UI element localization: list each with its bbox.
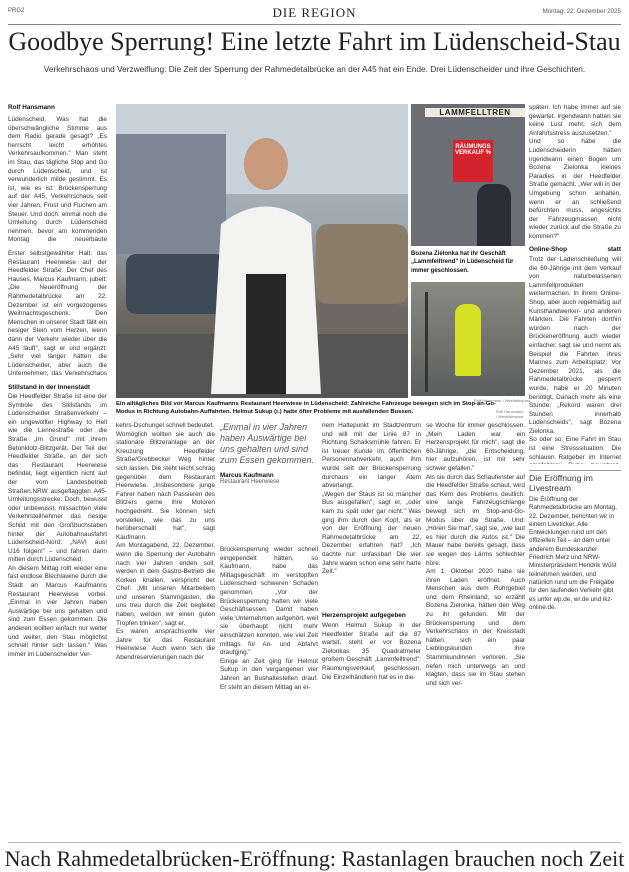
section-title: DIE REGION: [272, 5, 357, 20]
infobox-title: Die Eröffnung im Livestream: [529, 473, 593, 493]
bus-stop-post: [425, 292, 428, 392]
article-1-col1-subheading: Stillstand in der Innenstadt: [8, 384, 91, 391]
main-photo-credit: Rolf Hansmann / Westfalenpost: [496, 409, 524, 419]
article-1-col2: kehrs-Dschungel schnell bedeutet. Womöglich wollten sie auch die stationäre Blitzeranlage an der Kreuzung Heedfelder Straße/Grebbecker Weg hinter sich lassen. Die steht leicht schräg gegenüber dem Restaurant Heerwiese. „Insbesondere junge Fahrer haben nach Passieren des Blitzers gerne ihre Motoren hochgedreht. Sie können sich vorstellen, wie das zu uns herüberschallt hat", sagt Kaufmann. Am Montagabend, 22. Dezember, wenn die Sperrung der Autobahn nach vier Jahren enden soll, werden in dem Gastro-Betrieb die Korken knallen, verspricht der Chef. „Mit unseren Mitarbeitern und unseren Stammgästen, die uns treu durch die Zeit begleitet haben, werden wir einen guten Tropfen trinken", sagt er. Es waren ansprachsvolle vier Jahre für das Restaurant Heerwiese. Auch wenn sich die Abendreservierungen nach der: [116, 422, 215, 662]
article-divider: [8, 842, 621, 843]
quote-name: Marcus Kaufmann: [220, 472, 274, 479]
article-2-headline: Nach Rahmedetalbrücken-Eröffnung: Rastanlagen brauchen noch Zeit: [4, 846, 625, 871]
article-1-col3: Brückensperrung wieder schnell eingependelt hätten, so Kaufmann, habe das Mittagsgeschäft im verstopften Lüdenscheid schweren Schaden genommen. „Vor der Brückensperrung hatten wir viele Geschäftsessen. Damit haben viele Unternehmen aufgehört, weil sie überhaupt nicht mehr einschätzen konnten, wie viel Zeit mittags für An- und Abfahrt draufging." Einige an Zeit ging für Helmut Sukup in den vergangenen vier Jahren an Bushaltestellen drauf. Er steht an diesem Mittag an ei-: [220, 546, 318, 691]
person-yellow-jacket: [455, 304, 481, 376]
article-1-headline: Goodbye Sperrung! Eine letzte Fahrt im Lüdenscheid-Stau: [8, 27, 621, 56]
shop-owner-figure: [477, 184, 511, 246]
photo-restaurant-traffic: [116, 104, 408, 398]
article-1-col4-para2: Wenn Helmut Sukup in der Heedfelder Straße auf die 87 wartet, steht er vor Bozena Zielonkas 35 Quadratmeter großem Geschäft „Lammfelltrend": Räumungsverkauf, geschlossen. Die Einzelhändlerin hat es in die-: [322, 622, 421, 681]
quote-text: „Einmal in vier Jahren haben Auswärtige bei uns gehalten und sind zum Essen gekommen.: [220, 422, 315, 465]
shop-window-poster: RÄUMUNGS VERKAUF %: [453, 140, 493, 182]
photo-bus-stop: [411, 282, 525, 396]
article-1-col6-subheading: Online-Shop statt: [529, 246, 621, 253]
photo-shop-front: [411, 104, 525, 246]
shop-sign: LAMMFELLTREN: [425, 108, 525, 117]
quote-role: Restaurant Heerwiese: [220, 479, 280, 485]
header-rule: [8, 24, 621, 25]
article-1-col1-para3: Die Heedfelder Straße ist eine der Symbole des Stillstands im Lüdenscheider Straßenverkehr – ein ungewollter Highway to Hell wie die Lennestraße oder die Straße „Im Grund" mit ihrem Betonklotz-Blitzgerät. Der Teil der Heedfelder Straße, an der sich das Restaurant Heerwiese befindet, liegt eigentlich nicht auf der vom Landesbetrieb Straßen.NRW ausgeflaggten A45-Umleitungsstrecke. Doch, bewusst oder unbewusst, missachten viele Verkehrsteilnehmer das riesige Schild mit den Großbuchstaben hinter der Autobahnausfahrt Lüdenscheid-Nord: „NAVI aus! U16 folgen!" – und fahren dann mitten durch Lüdenscheid. An diesem Mittag rollt wieder eine fast endlose Blechlawine durch die Stadt an Marcus Kaufmanns Restaurant Heerwiese vorbei. „Einmal in vier Jahren haben Auswärtige bei uns gehalten und sind zum Essen gekommen. Die anderen wollten einfach nur weiter und weiter, den Stau möglichst schnell hinter sich lassen." Was immer im Lüdenscheider Ver-: [8, 393, 107, 658]
article-1-author: Rolf Hansmann: [8, 104, 55, 111]
bus-photo-credit: Rolf Hansmann / Westfalenpost: [473, 398, 530, 403]
main-photo-caption: Ein alltägliches Bild vor Marcus Kaufmanns Restaurant Heerwiese in Lüdenscheid: Zahlreiche Fahrzeuge bewegen sich im Stop-an-Go-Modus in Richtung Autobahn-Auffahrten. Helmut Sukup (r.) hatte öfter Probleme mit ausfallenden Bussen.: [116, 401, 496, 416]
page-id: PRG2: [8, 8, 25, 14]
article-1-col4: nem Haltepunkt im Stadtzentrum und will mit der Linie 87 in Richtung Schalksmühle fahren. Er ist treuer Kunde im öffentlichen Personennahverkehr, auch ihm wurde seit der Brückensperrung durchaus ein langer Atem abverlangt. „Wegen der Staus ist so mancher Bus ausgefallen", sagt er, „oder kam zu spät oder gar nicht." Was ging ihm durch den Kopf, als er von der Eröffnung der neuen Rahmedetalbrücke am 22. Dezember erfahren hat? „Ich dachte nur: unfassbar! Die vier Jahre waren schon eine sehr harte Zeit.": [322, 422, 421, 576]
quote-box: [220, 422, 320, 542]
infobox-text: Die Eröffnung der Rahmedetalbrücke am Montag, 22. Dezember, berichten wir in einem Liveticker. Alle Entwicklungen rund um den offiziellen Teil – an dem unter anderem Bundeskanzler Friedrich Merz und NRW-Ministerpräsident Hendrik Wüst teilnehmen werden, und natürlich rund um die Freigabe für den laufenden Verkehr gibt es unter wp.de, wr.de und ikz-online.de.: [529, 496, 617, 611]
livestream-infobox: [529, 470, 621, 611]
article-1-col1-para2: Erster selbstgewählter Halt: das Restaurant Heerwiese auf der Heedfelder Straße. Der Chef des Hauses, Marcus Kaufmann, jubelt: „Die Neueröffnung der Rahmedetalbrücke am 22. Dezember ist ein vorgezogenes Weihnachtsgeschenk. Den Menschen in unserer Stadt fällt ein riesiger Stein vom Herzen, wenn dann der Verkehr wieder über die A45 läuft", sagt er und ergänzt: „Sehr viel länger hätten die Lüdenscheider, aber auch die Unternehmen, das Verkehrschaos: [8, 250, 107, 378]
article-1-col1-intro: Lüdenscheid. Was hat die überschwängliche Stimme aus dem Radio gerade gesagt? „Es herrscht leicht erhöhtes Verkehrsaufkommen." Man steht im Stau, das tägliche Stop and Go durch Lüdenscheid, und ist verwunderlich milde gestimmt. Es ist, wie es ist: Brückensperrung auf der A45, Verkehrschaos seit vier Jahren, Frust und Fluchen am Steuer. Und doch: einmal noch die Umleitung durch Lüdenscheid nehmen, bevor am kommenden Montag die neuerbaute: [8, 116, 107, 244]
article-1-subline: Verkehrschaos und Verzweiflung: Die Zeit der Sperrung der Rahmedetalbrücke an der A45 hat ein Ende. Drei Lüdenscheider und ihre Geschichten.: [43, 64, 586, 74]
article-1-col4-subheading: Herzensprojekt aufgegeben: [322, 612, 406, 619]
photo-scene-graphic: [116, 104, 408, 398]
article-1-col6-text: Trotz der Ladenschließung will die 60-Jährige mit dem Verkauf von naturbelassenen Lammfellprodukten weitermachen. In ihrem Online-Shop, aber auch regelmäßig auf Kunsthandwerker- und anderen Märkten. Die Fahrten dorthin würden nach der Brückeneröffnung auch wieder einfacher, sagt sie und nennt als Beispiel die Fahrten ihres Mannes zum Arbeitsplatz: Vor Dezember 2021, als die Rahmedetalbrücke gesperrt wurde, habe er 20 Minuten benötigt. Danach mehr als eine Stunde. „Rekord waren drei Stunden innerhalb Lüdenscheids", sagt Bozena Zielonka. So oder so: Eine Fahrt im Stau ist eine Stresssituation. Die schlauen Ratgeber im Internet: [529, 256, 621, 461]
shop-photo-caption: Bozena Zielonka hat ihr Geschäft „Lammfelltrend" in Lüdenscheid für immer geschlossen.: [411, 251, 514, 274]
article-1-col5: se Woche für immer geschlossen. „Mein Laden war ein Herzensprojekt für mich", sagt die 60-Jährige, „die Entscheidung, hier aufzuhören, ist mir sehr schwer gefallen." Als sie durch das Schaufenster auf die Heedfelder Straße schaut, wird das Kern des Problems deutlich: eine lange Fahrzeugschlange bewegt sich im Stop-and-Go-Modus über die Straße. Und: „Hören Sie mal", sagt sie, „wie laut es hier durch die Autos ist." Die Mauer habe bereits gesagt, dass sie wegen des Lärms schlechter höre. Am 1. Oktober 2020 habe sie ihren Laden eröffnet. Auch Menschen aus dem Ruhrgebiet und dem Rheinland, so erzählt Bozena Zielonka, hätten den Weg zu ihr gefunden. Mit der Brückensperrung und dem Verkehrschaos in der Kreisstadt hätten sich ein paar Lieblingskunden ihre Stammkundinnen verloren. „Sie riefen mich unterwegs an und klagten, dass sie im Stau stehen und sich ver-: [426, 422, 525, 687]
article-1-col6-top: späten. Ich habe immer auf sie gewartet. Irgendwann hatten sie keine Lust mehr, sich dem Anfahrtsstress auszusetzen." Und so habe die Lüdenscheiderin hätten irgendwann einen Bogen um Bozena Zielonka kleines Paradies in der Heedfelder Straße gemacht. „Wer will in der Umgebung schon anhalten, wenn er an schließend befürchten muss, angesichts der Fahrzeugmassen nicht wieder zurück auf die Straße zu kommen?": [529, 104, 621, 240]
issue-date: Montag, 22. Dezember 2025: [542, 8, 621, 15]
